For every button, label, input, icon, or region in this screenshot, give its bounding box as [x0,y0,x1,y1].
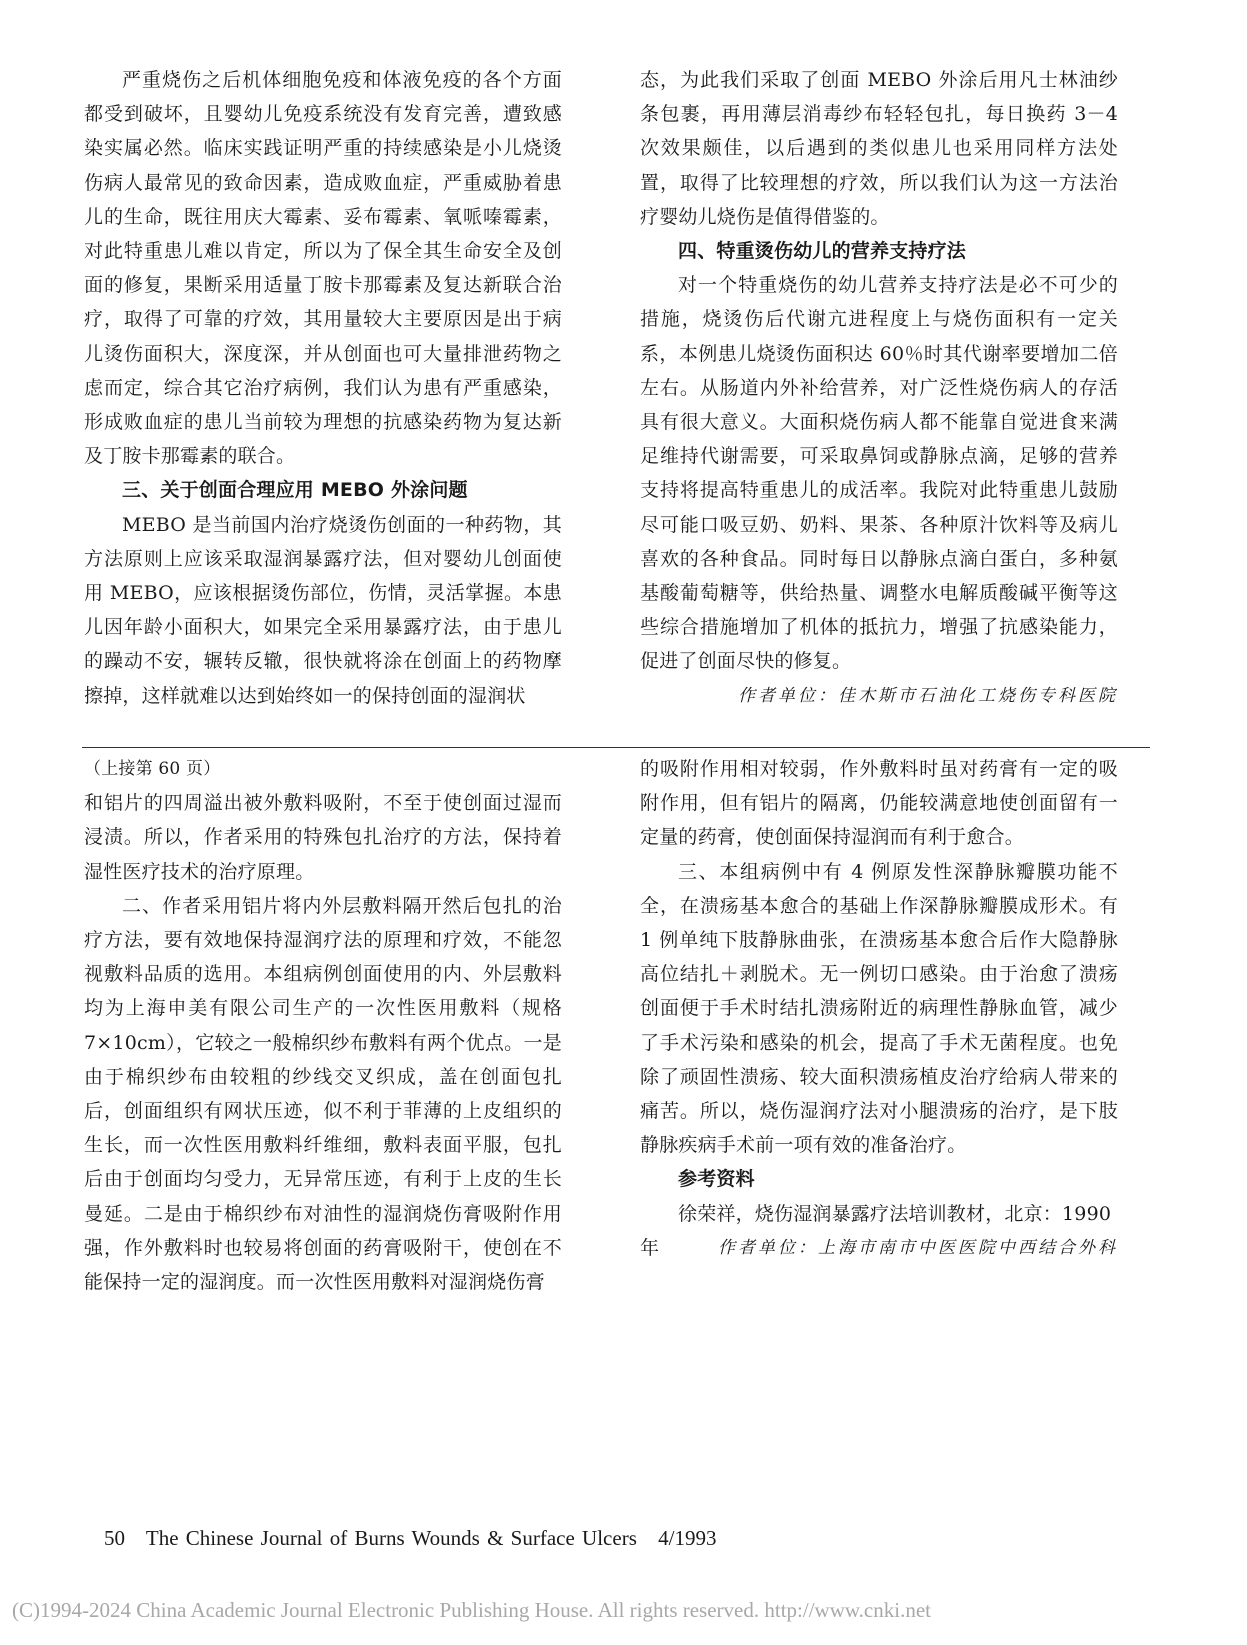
top-right-column [640,63,1118,713]
references-heading: 参考资料 [678,1168,755,1191]
section-heading-4: 四、特重烫伤幼儿的营养支持疗法 [678,240,967,263]
body-paragraph: 和铝片的四周溢出被外敷料吸附，不至于使创面过湿而浸渍。所以，作者采用的特殊包扎治疗的方法，保持着湿性医疗技术的治疗原理。 [84,792,562,883]
issue-number: 4/1993 [658,1526,717,1550]
body-paragraph: 三、本组病例中有 4 例原发性深静脉瓣膜功能不全，在溃疡基本愈合的基础上作深静脉瓣膜成形术。有 1 例单纯下肢静脉曲张，在溃疡基本愈合后作大隐静脉高位结扎＋剥脱术。无一例切口感染。由于治愈了溃疡创面便于手术时结扎溃疡附近的病理性静脉血管，减少了手术污染和感染的机会，提高了手术无菌程度。也免除了顽固性溃疡、较大面积溃疡植皮治疗给病人带来的痛苦。所以，烧伤湿润疗法对小腿溃疡的治疗，是下肢静脉疾病手术前一项有效的准备治疗。 [640,860,1118,1157]
section-divider [82,747,1150,748]
copyright-notice: (C)1994-2024 China Academic Journal Electronic Publishing House. All rights reserved. http://www.cnki.net [12,1598,931,1622]
author-affiliation: 作者单位：佳木斯市石油化工烧伤专科医院 [738,685,1118,706]
top-left-column [84,63,562,713]
reference-year-suffix: 年 [640,1236,660,1259]
body-paragraph: MEBO 是当前国内治疗烧烫伤创面的一种药物，其方法原则上应该采取湿润暴露疗法，但对婴幼儿创面使用 MEBO，应该根据烫伤部位，伤情，灵活掌握。本患儿因年龄小面积大，如果完全采用暴露疗法，由于患儿的躁动不安，辗转反辙，很快就将涂在创面上的药物摩擦掉，这样就难以达到始终如一的保持创面的湿润状 [84,513,562,707]
body-paragraph: 严重烧伤之后机体细胞免疫和体液免疫的各个方面都受到破坏，且婴幼儿免疫系统没有发育完善，遭致感染实属必然。临床实践证明严重的持续感染是小儿烧烫伤病人最常见的致命因素，造成败血症，严重威胁着患儿的生命，既往用庆大霉素、妥布霉素、氧哌嗪霉素，对此特重患儿难以肯定，所以为了保全其生命安全及创面的修复，果断采用适量丁胺卡那霉素及复达新联合治疗，取得了可靠的疗效，其用量较大主要原因是出于病儿烫伤面积大，深度深，并从创面也可大量排泄药物之虑而定，综合其它治疗病例，我们认为患有严重感染，形成败血症的患儿当前较为理想的抗感染药物为复达新及丁胺卡那霉素的联合。 [84,69,562,468]
bottom-left-column [84,752,562,1299]
author-affiliation: 作者单位：上海市南市中医医院中西结合外科 [718,1237,1118,1258]
page-number: 50 [104,1526,125,1550]
continued-from-note: （上接第 60 页） [84,759,221,779]
body-paragraph: 对一个特重烧伤的幼儿营养支持疗法是必不可少的措施，烧烫伤后代谢亢进程度上与烧伤面积有一定关系，本例患儿烧烫伤面积达 60％时其代谢率要增加二倍左右。从肠道内外补给营养，对广泛性烧伤病人的存活具有很大意义。大面积烧伤病人都不能靠自觉进食来满足维持代谢需要，可采取鼻饲或静脉点滴，足够的营养支持将提高特重患儿的成活率。我院对此特重患儿鼓励尽可能口吸豆奶、奶料、果茶、各种原汁饮料等及病儿喜欢的各种食品。同时每日以静脉点滴白蛋白，多种氨基酸葡萄糖等，供给热量、调整水电解质酸碱平衡等这些综合措施增加了机体的抵抗力，增强了抗感染能力，促进了创面尽快的修复。 [640,274,1118,673]
body-paragraph: 态，为此我们采取了创面 MEBO 外涂后用凡士林油纱条包裹，再用薄层消毒纱布轻轻包扎，每日换药 3－4 次效果颇佳，以后遇到的类似患儿也采用同样方法处置，取得了比较理想的疗效，所以我们认为这一方法治疗婴幼儿烧伤是值得借鉴的。 [640,69,1118,228]
page-footer [104,1526,730,1551]
journal-name: The Chinese Journal of Burns Wounds & Surface Ulcers [145,1526,637,1550]
body-paragraph: 二、作者采用铝片将内外层敷料隔开然后包扎的治疗方法，要有效地保持湿润疗法的原理和疗效，不能忽视敷料品质的选用。本组病例创面使用的内、外层敷料均为上海申美有限公司生产的一次性医用敷料（规格 7×10cm），它较之一般棉织纱布敷料有两个优点。一是由于棉织纱布由较粗的纱线交叉织成，盖在创面包扎后，创面组织有网状压迹，似不利于菲薄的上皮组织的生长，而一次性医用敷料纤维细，敷料表面平服，包扎后由于创面均匀受力，无异常压迹，有利于上皮的生长曼延。二是由于棉织纱布对油性的湿润烧伤膏吸附作用强，作外敷料时也较易将创面的药膏吸附干，使创在不能保持一定的湿润度。而一次性医用敷料对湿润烧伤膏 [84,894,562,1294]
bottom-right-column [640,752,1118,1265]
reference-affiliation-line [640,1231,1118,1265]
reference-entry: 徐荣祥，烧伤湿润暴露疗法培训教材，北京：1990 [678,1202,1112,1225]
section-heading-3: 三、关于创面合理应用 MEBO 外涂问题 [122,479,468,502]
body-paragraph: 的吸附作用相对较弱，作外敷料时虽对药膏有一定的吸附作用，但有铝片的隔离，仍能较满意地使创面留有一定量的药膏，使创面保持湿润而有利于愈合。 [640,758,1118,849]
